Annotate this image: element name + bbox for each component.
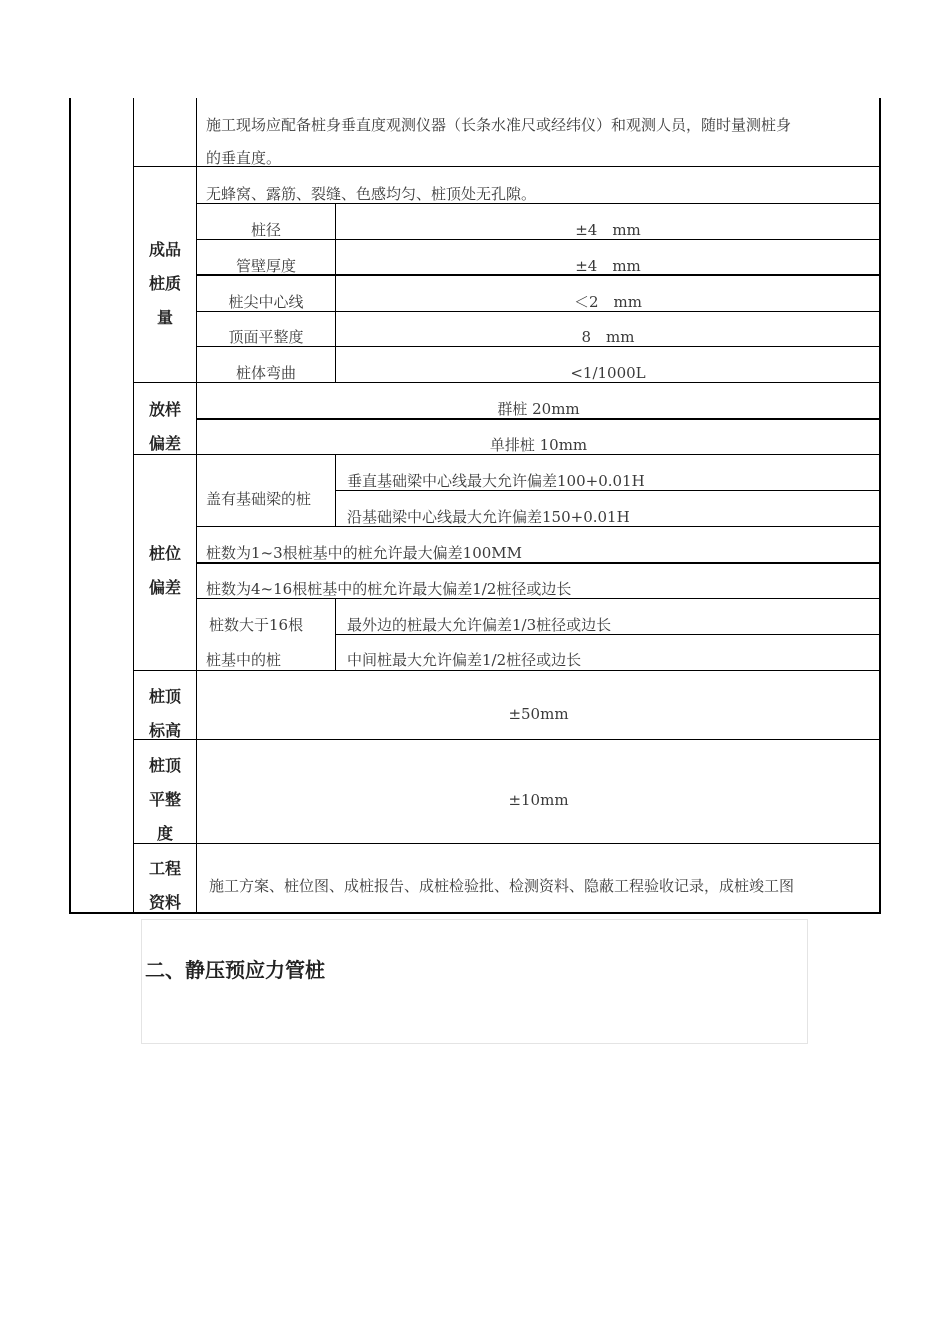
divider: [196, 598, 880, 599]
quality-item-value: ±4 mm: [575, 221, 641, 239]
quality-item-value: <1/1000L: [570, 364, 646, 382]
intro-text-line2: 的垂直度。: [206, 149, 282, 167]
quality-item-value: 8 mm: [581, 328, 635, 346]
top-elevation-category: [134, 680, 196, 748]
records-category: [134, 852, 196, 920]
divider: [335, 634, 880, 635]
category-label: 桩顶: [148, 756, 181, 775]
top-elevation-value: ±50mm: [508, 705, 569, 723]
quality-item-label: 桩体弯曲: [235, 364, 296, 382]
divider: [196, 239, 880, 240]
category-label: 资料: [148, 893, 181, 912]
middle-pile-deviation: 中间桩最大允许偏差1/2桩径或边长: [347, 651, 582, 669]
divider: [335, 598, 336, 670]
divider: [133, 843, 880, 844]
intro-text-line1: 施工现场应配备桩身垂直度观测仪器（长条水准尺或经纬仪）和观测人员，随时量测桩身: [206, 116, 792, 134]
beam-pile-label: 盖有基础梁的桩: [206, 490, 312, 508]
table-left-border: [69, 98, 71, 914]
divider: [335, 490, 880, 491]
quality-item-value: ±4 mm: [575, 257, 641, 275]
divider: [196, 562, 880, 564]
quality-appearance: 无蜂窝、露筋、裂缝、色感均匀、桩顶处无孔隙。: [206, 185, 537, 203]
category-label: 放样: [148, 400, 181, 419]
quality-item-value: ＜2 mm: [574, 293, 642, 311]
setout-category: [134, 393, 196, 461]
divider: [133, 670, 880, 671]
pile-count-4-16-deviation: 桩数为4~16根桩基中的桩允许最大偏差1/2桩径或边长: [206, 580, 572, 598]
records-value: 施工方案、桩位图、成桩报告、成桩检验批、检测资料、隐蔽工程验收记录，成桩竣工图: [209, 877, 795, 895]
category-label: 量: [156, 308, 173, 327]
quality-item-label: 顶面平整度: [228, 328, 304, 346]
top-flatness-category: [134, 749, 196, 851]
quality-item-label: 管壁厚度: [235, 257, 296, 275]
setout-single: 单排桩 10mm: [489, 436, 588, 454]
divider: [335, 454, 336, 526]
category-label: 偏差: [148, 578, 181, 597]
beam-along-deviation: 沿基础梁中心线最大允许偏差150+0.01H: [347, 508, 630, 526]
quality-item-label: 桩径: [250, 221, 281, 239]
divider: [196, 311, 880, 312]
category-label: 标高: [148, 721, 181, 740]
quality-category: [134, 233, 196, 335]
category-label: 桩位: [148, 544, 181, 563]
category-label: 成品: [148, 240, 181, 259]
divider: [133, 454, 880, 455]
beam-perpendicular-deviation: 垂直基础梁中心线最大允许偏差100+0.01H: [347, 472, 645, 490]
section-heading: 二、静压预应力管桩: [145, 958, 325, 982]
divider: [133, 382, 880, 383]
divider: [196, 346, 880, 347]
category-label: 桩顶: [148, 687, 181, 706]
quality-item-label: 桩尖中心线: [228, 293, 304, 311]
pile-count-over-16-label: 桩数大于16根: [209, 616, 304, 634]
category-label: 平整: [148, 790, 181, 809]
category-label: 偏差: [148, 434, 181, 453]
divider: [196, 418, 880, 420]
category-label: 度: [156, 824, 173, 843]
divider: [196, 526, 880, 527]
divider: [196, 203, 880, 204]
pile-count-over-16-label: 桩基中的桩: [206, 651, 282, 669]
pile-count-1-3-deviation: 桩数为1~3根桩基中的桩允许最大偏差100MM: [206, 544, 523, 562]
outer-pile-deviation: 最外边的桩最大允许偏差1/3桩径或边长: [347, 616, 612, 634]
pile-position-category: [134, 537, 196, 605]
category-label: 工程: [148, 859, 181, 878]
category-label: 桩质: [148, 274, 181, 293]
divider: [133, 739, 880, 740]
top-flatness-value: ±10mm: [508, 791, 569, 809]
setout-group: 群桩 20mm: [497, 400, 580, 418]
